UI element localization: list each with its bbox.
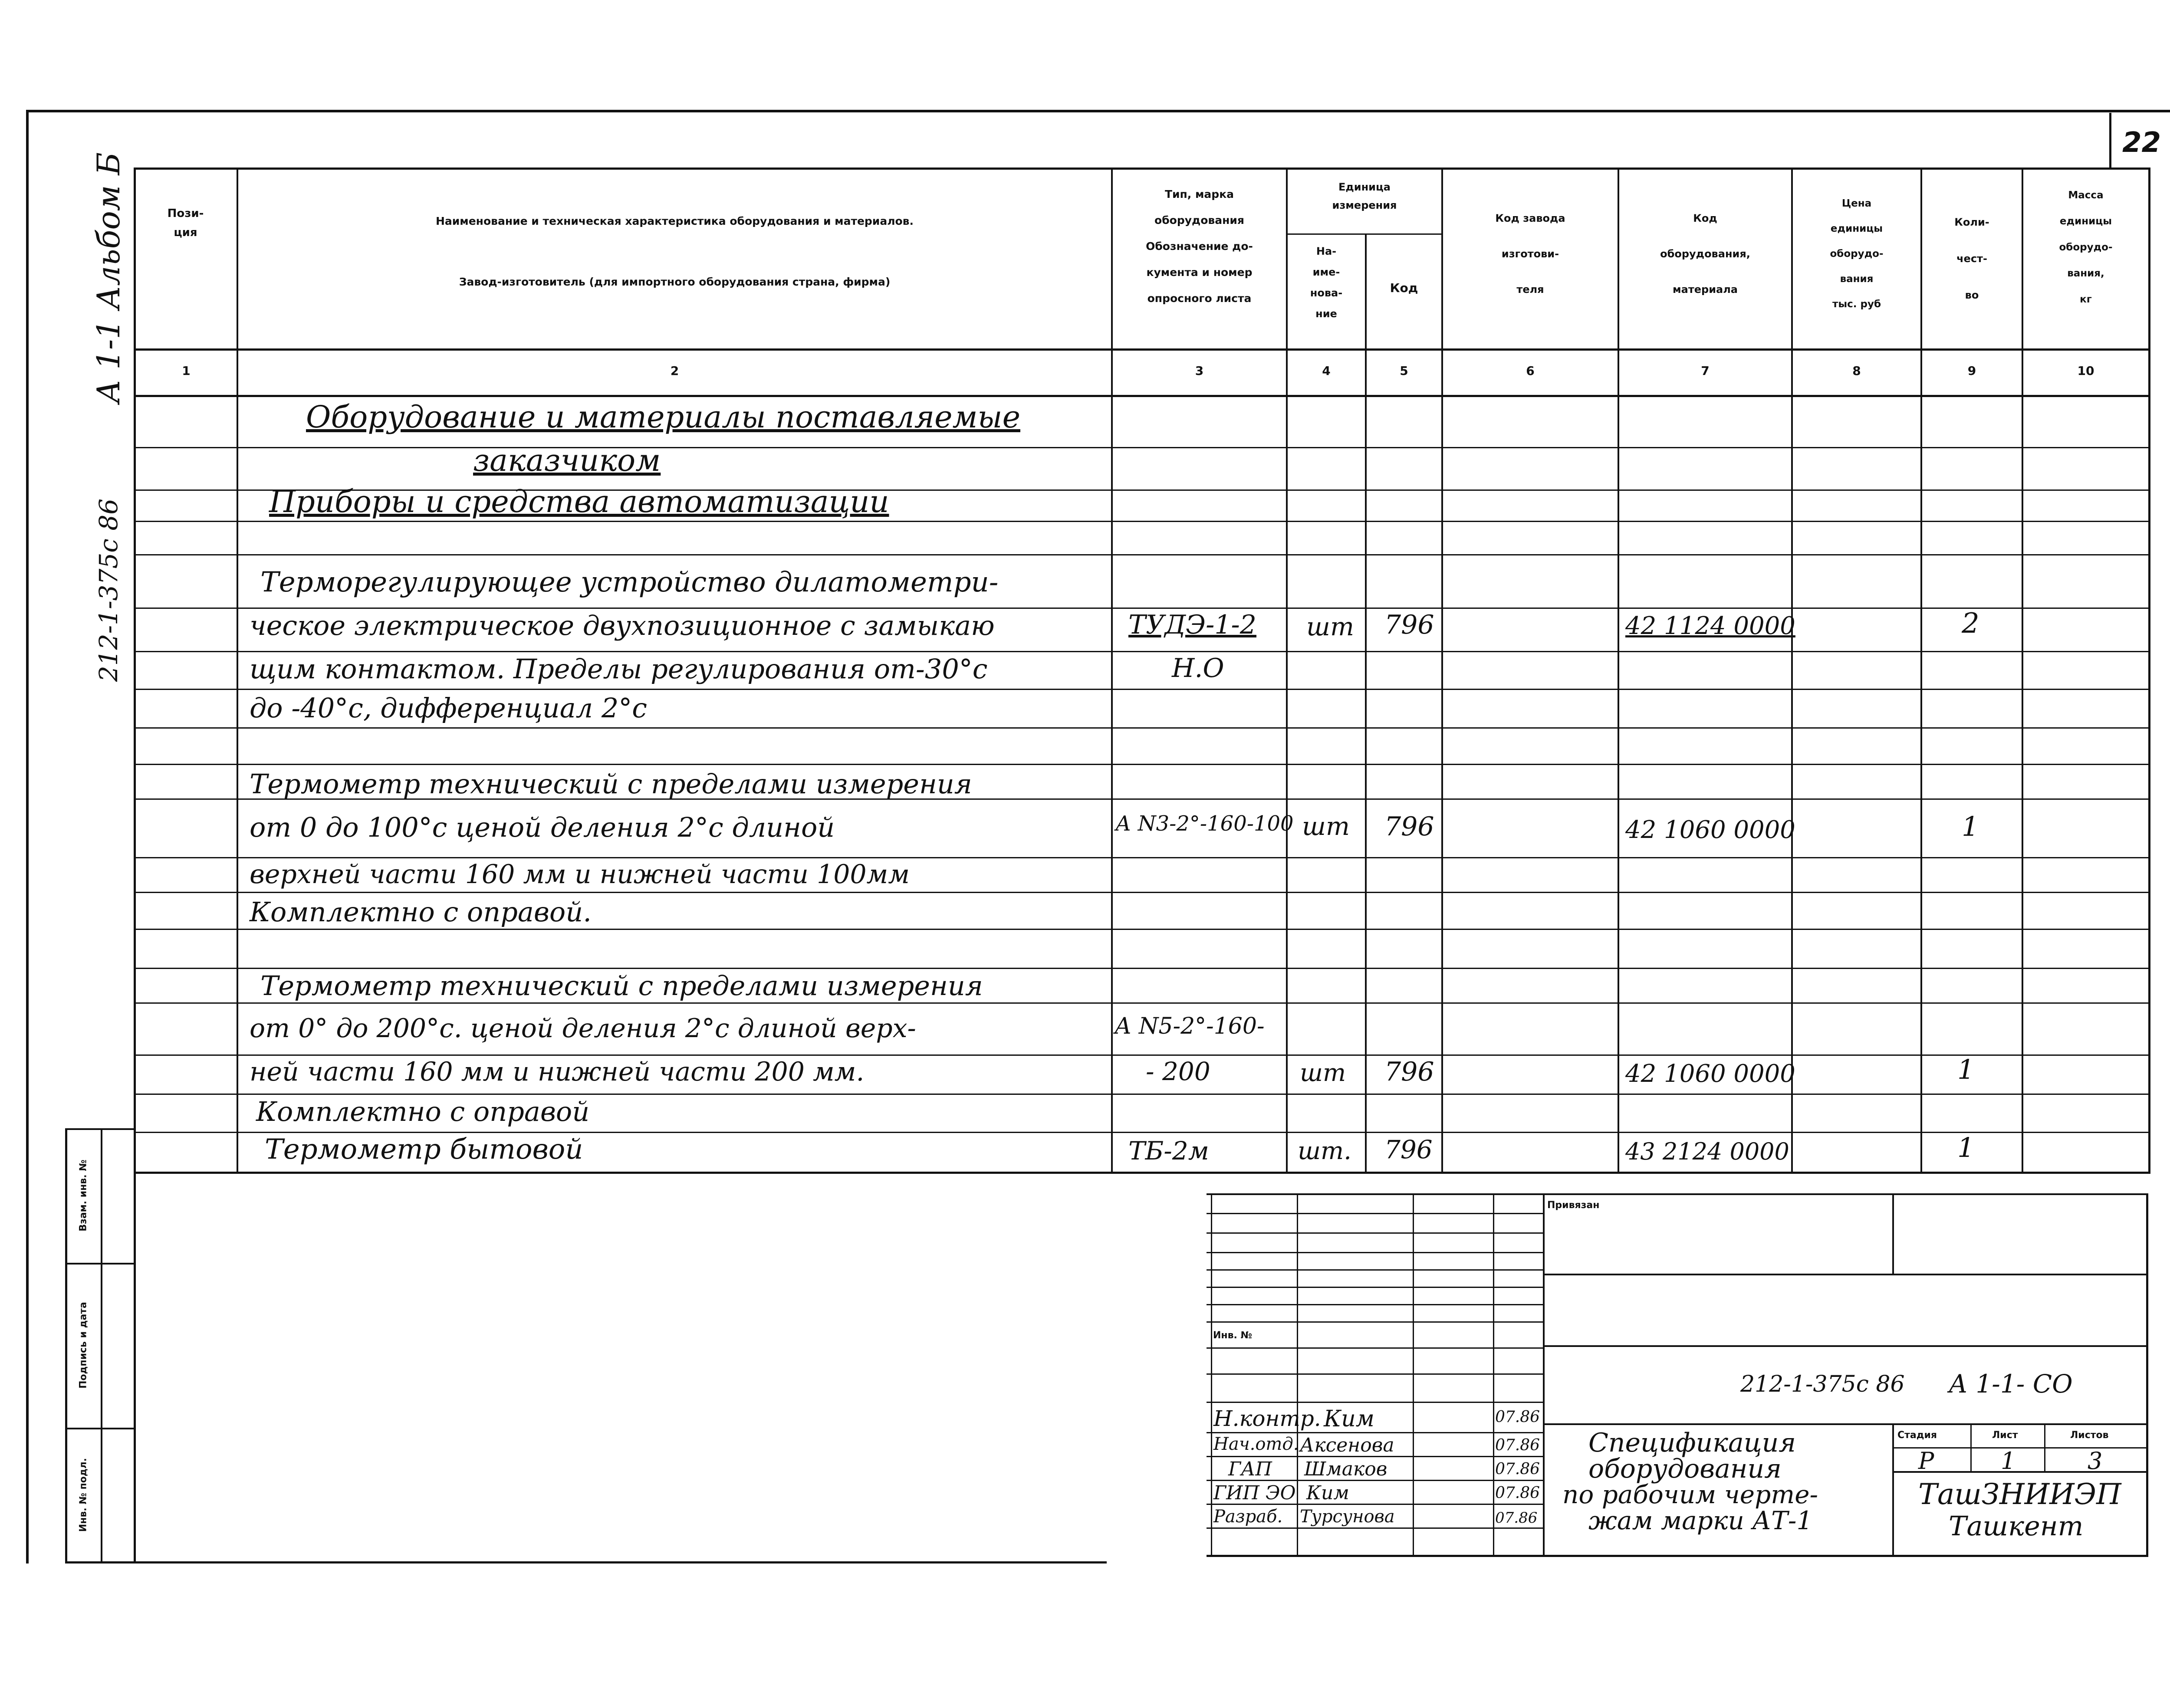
sheets-value: 3	[2088, 1447, 2103, 1475]
signer-date: 07.86	[1495, 1460, 1540, 1478]
frame-top	[26, 110, 2170, 112]
document-title: Спецификация	[1588, 1428, 1796, 1458]
item-unit: шт	[1302, 811, 1350, 841]
signer-role: Нач.отд.	[1213, 1434, 1299, 1454]
item-quantity: 1	[1962, 811, 1979, 842]
item-type: А N5-2°-160-	[1115, 1013, 1265, 1039]
item-unit-code: 796	[1384, 1057, 1434, 1087]
header-position: Пози- ция	[167, 207, 204, 239]
item-unit: шт	[1306, 612, 1354, 641]
item-description: верхней части 160 мм и нижней части 100мм	[250, 859, 910, 890]
item-quantity: 1	[1957, 1054, 1975, 1085]
signer-name: Ким	[1324, 1406, 1374, 1432]
item-type: Н.О	[1172, 653, 1224, 683]
column-number: 7	[1701, 364, 1710, 378]
section-title: заказчиком	[473, 443, 661, 478]
signer-role: Разраб.	[1213, 1507, 1283, 1527]
item-unit-code: 796	[1384, 811, 1434, 842]
document-title: оборудования	[1588, 1454, 1782, 1484]
sheet-label: Лист	[1992, 1430, 2018, 1441]
document-title: жам марки АТ-1	[1588, 1506, 1813, 1535]
column-number: 2	[670, 364, 679, 378]
stamp-original-inventory: Инв. № подл.	[78, 1458, 89, 1532]
item-description: от 0 до 100°с ценой деления 2°с длиной	[250, 811, 835, 843]
column-number: 5	[1400, 364, 1408, 378]
side-album-label: А 1-1 Альбом Б	[90, 152, 127, 404]
item-equipment-code: 42 1124 0000	[1625, 612, 1795, 640]
header-unit-code: Код	[1390, 281, 1418, 295]
item-description: от 0° до 200°с. ценой деления 2°с длиной верх-	[250, 1013, 916, 1044]
column-number: 6	[1526, 364, 1535, 378]
header-maker-code: Код завода изготови- теля	[1495, 212, 1565, 296]
column-number: 10	[2077, 364, 2094, 378]
column-number: 3	[1195, 364, 1204, 378]
item-quantity: 1	[1957, 1132, 1975, 1163]
frame-left	[26, 110, 29, 1563]
side-document-code: 212-1-375с 86	[94, 498, 123, 682]
sheet-value: 1	[2001, 1447, 2016, 1475]
signer-name: Аксенова	[1300, 1434, 1394, 1456]
signer-name: Ким	[1306, 1482, 1349, 1504]
item-description: Термометр технический с пределами измерения	[260, 970, 983, 1002]
item-unit: шт	[1300, 1059, 1346, 1087]
item-description: ческое электрическое двухпозиционное с замыкаю	[250, 610, 995, 641]
signer-role: Н.контр.	[1213, 1406, 1321, 1431]
item-description: Терморегулирующее устройство дилатометри-	[260, 566, 999, 598]
header-mass: Масса единицы оборудо- вания, кг	[2059, 190, 2113, 305]
header-type: Тип, марка оборудования Обозначение до- кумента и номер опросного листа	[1146, 188, 1253, 305]
stamp-signature-date: Подпись и дата	[78, 1302, 89, 1389]
page-number: 22	[2122, 127, 2161, 159]
document-code: 212-1-375с 86	[1740, 1371, 1905, 1397]
header-unit-group: Единица измерения	[1332, 181, 1397, 211]
frame-bottom	[65, 1561, 1107, 1563]
header-name: Наименование и техническая характеристика оборудования и материалов.	[435, 215, 914, 227]
organization-city: Ташкент	[1949, 1510, 2084, 1542]
column-number: 4	[1322, 364, 1331, 378]
subsection-title: Приборы и средства автоматизации	[269, 484, 889, 519]
header-price: Цена единицы оборудо- вания тыс. руб	[1830, 198, 1884, 310]
item-unit: шт.	[1298, 1137, 1351, 1165]
column-number: 9	[1967, 364, 1976, 378]
section-title: Оборудование и материалы поставляемые	[306, 399, 1020, 435]
sheets-label: Листов	[2070, 1430, 2109, 1441]
item-type: - 200	[1146, 1057, 1210, 1086]
item-description: ней части 160 мм и нижней части 200 мм.	[250, 1057, 865, 1087]
frame-right-tick	[2109, 113, 2111, 169]
column-number: 1	[182, 364, 191, 378]
item-description: Термометр технический с пределами измерения	[250, 768, 972, 800]
signer-role: ГАП	[1228, 1458, 1272, 1480]
stage-label: Стадия	[1897, 1430, 1937, 1441]
column-number: 8	[1852, 364, 1861, 378]
organization-name: ТашЗНИИЭП	[1918, 1478, 2121, 1511]
signer-role: ГИП ЭО	[1213, 1482, 1296, 1504]
inventory-number-label: Инв. №	[1213, 1330, 1253, 1341]
item-equipment-code: 42 1060 0000	[1625, 1060, 1795, 1088]
stage-value: Р	[1918, 1447, 1934, 1475]
item-equipment-code: 42 1060 0000	[1625, 816, 1795, 844]
header-manufacturer: Завод-изготовитель (для импортного оборудования страна, фирма)	[459, 276, 891, 288]
signer-name: Турсунова	[1300, 1507, 1395, 1527]
item-description: щим контактом. Пределы регулирования от-30°с	[250, 653, 988, 685]
header-unit-name: На- име- нова- ние	[1310, 245, 1343, 320]
document-title: по рабочим черте-	[1562, 1480, 1818, 1509]
item-type: ТУДЭ-1-2	[1128, 610, 1256, 640]
header-quantity: Коли- чест- во	[1954, 216, 1989, 301]
item-description: Комплектно с оправой	[256, 1096, 590, 1127]
signer-date: 07.86	[1495, 1436, 1540, 1454]
privyazan-label: Привязан	[1547, 1200, 1600, 1211]
stamp-replacement-inventory: Взам. инв. №	[78, 1159, 89, 1232]
signer-name: Шмаков	[1304, 1458, 1387, 1480]
item-equipment-code: 43 2124 0000	[1625, 1138, 1789, 1165]
signer-date: 07.86	[1495, 1408, 1540, 1426]
item-unit-code: 796	[1384, 610, 1434, 640]
item-description: до -40°с, дифференциал 2°с	[250, 692, 648, 724]
item-unit-code: 796	[1384, 1135, 1433, 1164]
sheet-code: А 1-1- СО	[1949, 1369, 2073, 1399]
item-type: А N3-2°-160-100	[1115, 811, 1294, 836]
header-equipment-code: Код оборудования, материала	[1660, 212, 1750, 296]
signer-date: 07.86	[1495, 1484, 1540, 1502]
item-description: Комплектно с оправой.	[250, 896, 592, 928]
item-type: ТБ-2м	[1128, 1136, 1209, 1166]
item-quantity: 2	[1962, 608, 1979, 640]
item-description: Термометр бытовой	[265, 1133, 583, 1166]
signer-date: 07.86	[1495, 1509, 1538, 1527]
